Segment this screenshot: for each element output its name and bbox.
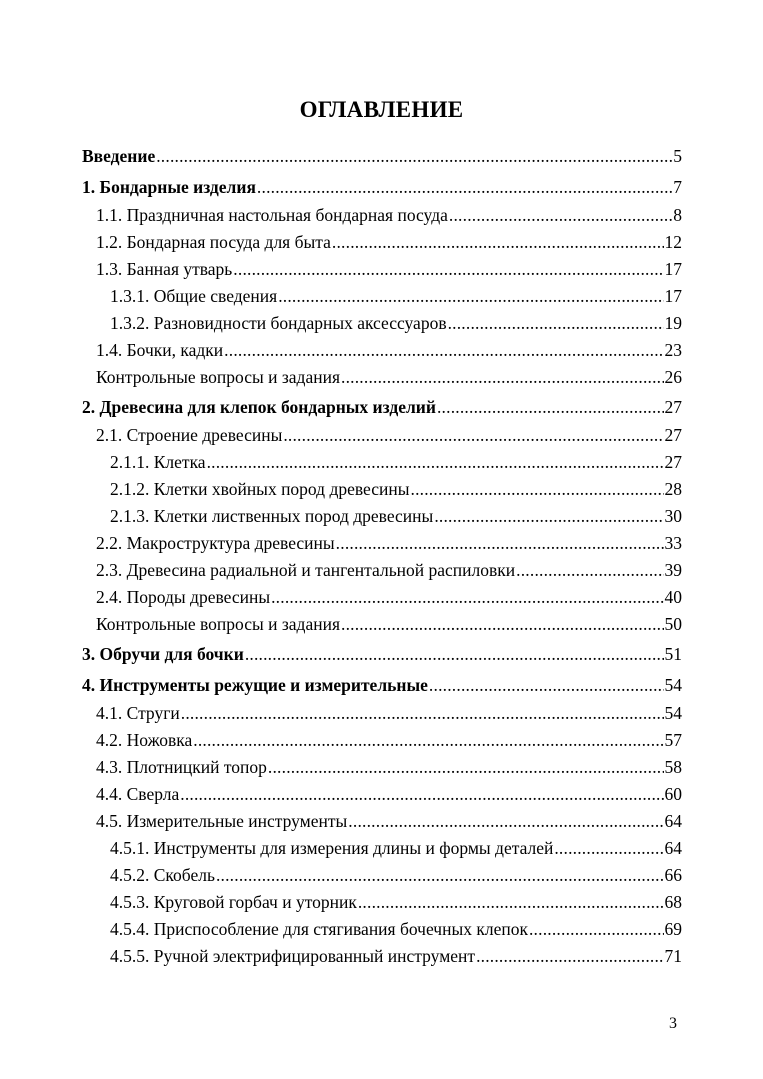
toc-entry-page: 54 bbox=[664, 675, 682, 695]
toc-entry-page: 58 bbox=[664, 757, 682, 777]
toc-entry-page: 28 bbox=[664, 479, 682, 499]
toc-entry bbox=[82, 173, 682, 202]
toc-entry-title: 1.2. Бондарная посуда для быта bbox=[96, 232, 331, 252]
toc-entry bbox=[82, 283, 682, 310]
toc-entry-page: 19 bbox=[664, 313, 682, 333]
toc-entry bbox=[82, 202, 682, 229]
toc-dot-leader bbox=[271, 584, 663, 611]
toc-entry-title: 2.1.1. Клетка bbox=[110, 452, 206, 472]
toc-entry bbox=[82, 781, 682, 808]
page-title: ОГЛАВЛЕНИЕ bbox=[299, 97, 464, 122]
toc-entry-page: 64 bbox=[664, 811, 682, 831]
toc-entry bbox=[82, 584, 682, 611]
toc-entry bbox=[82, 862, 682, 889]
toc-entry bbox=[82, 611, 682, 638]
toc-entry-title: 1.1. Праздничная настольная бондарная посуда bbox=[96, 205, 448, 225]
toc-entry bbox=[82, 422, 682, 449]
toc-entry-page: 23 bbox=[664, 340, 682, 360]
toc-entry-page: 27 bbox=[664, 452, 682, 472]
toc-entry bbox=[82, 754, 682, 781]
toc-entry-page: 40 bbox=[664, 587, 682, 607]
toc-dot-leader bbox=[516, 557, 663, 584]
toc-dot-leader bbox=[437, 393, 664, 422]
toc-entry-page: 5 bbox=[673, 146, 682, 166]
toc-entry bbox=[82, 310, 682, 337]
toc-dot-leader bbox=[449, 202, 672, 229]
toc-entry-title: 2.1. Строение древесины bbox=[96, 425, 283, 445]
toc-dot-leader bbox=[224, 337, 663, 364]
toc-entry bbox=[82, 700, 682, 727]
table-of-contents bbox=[82, 142, 682, 970]
toc-dot-leader bbox=[358, 889, 664, 916]
toc-entry-title: 2.2. Макроструктура древесины bbox=[96, 533, 335, 553]
toc-dot-leader bbox=[429, 671, 664, 700]
toc-entry-title: 1.4. Бочки, кадки bbox=[96, 340, 224, 360]
toc-entry-title: 3. Обручи для бочки bbox=[82, 644, 244, 664]
toc-entry-page: 17 bbox=[664, 286, 682, 306]
toc-entry-page: 7 bbox=[673, 177, 682, 197]
toc-dot-leader bbox=[216, 862, 664, 889]
toc-dot-leader bbox=[336, 530, 664, 557]
toc-dot-leader bbox=[332, 229, 664, 256]
toc-entry-page: 57 bbox=[664, 730, 682, 750]
toc-entry-page: 60 bbox=[664, 784, 682, 804]
toc-dot-leader bbox=[554, 835, 663, 862]
toc-dot-leader bbox=[245, 640, 664, 669]
toc-dot-leader bbox=[180, 781, 663, 808]
toc-dot-leader bbox=[341, 364, 664, 391]
toc-entry-title: 4.1. Струги bbox=[96, 703, 180, 723]
toc-entry-page: 30 bbox=[664, 506, 682, 526]
toc-dot-leader bbox=[207, 449, 664, 476]
toc-entry-page: 12 bbox=[664, 232, 682, 252]
toc-entry bbox=[82, 142, 682, 171]
toc-entry bbox=[82, 557, 682, 584]
toc-entry-title: 2.1.3. Клетки лиственных пород древесины bbox=[110, 506, 434, 526]
toc-dot-leader bbox=[257, 173, 672, 202]
toc-dot-leader bbox=[341, 611, 664, 638]
toc-entry-title: 1.3.1. Общие сведения bbox=[110, 286, 278, 306]
toc-dot-leader bbox=[156, 142, 672, 171]
toc-entry-page: 27 bbox=[664, 425, 682, 445]
toc-entry-title: 4.5.3. Круговой горбач и уторник bbox=[110, 892, 357, 912]
toc-entry-title: 4.5.2. Скобель bbox=[110, 865, 215, 885]
toc-dot-leader bbox=[278, 283, 663, 310]
toc-entry bbox=[82, 916, 682, 943]
toc-entry-page: 50 bbox=[664, 614, 682, 634]
toc-entry bbox=[82, 727, 682, 754]
toc-entry-title: 1.3. Банная утварь bbox=[96, 259, 233, 279]
toc-entry-title: 4.5.4. Приспособление для стягивания бочечных клепок bbox=[110, 919, 528, 939]
page-number: 3 bbox=[669, 1015, 677, 1032]
toc-entry bbox=[82, 449, 682, 476]
toc-entry bbox=[82, 671, 682, 700]
toc-dot-leader bbox=[193, 727, 663, 754]
toc-entry-title: 4.4. Сверла bbox=[96, 784, 180, 804]
toc-entry-title: 4.3. Плотницкий топор bbox=[96, 757, 267, 777]
toc-dot-leader bbox=[529, 916, 664, 943]
toc-entry bbox=[82, 503, 682, 530]
toc-entry-page: 27 bbox=[664, 397, 682, 417]
toc-entry-title: 1.3.2. Разновидности бондарных аксессуаров bbox=[110, 313, 447, 333]
toc-entry-page: 51 bbox=[664, 644, 682, 664]
toc-entry-title: 4. Инструменты режущие и измерительные bbox=[82, 675, 428, 695]
toc-entry bbox=[82, 835, 682, 862]
toc-dot-leader bbox=[348, 808, 663, 835]
toc-entry bbox=[82, 530, 682, 557]
toc-dot-leader bbox=[411, 476, 664, 503]
toc-entry bbox=[82, 229, 682, 256]
toc-dot-leader bbox=[283, 422, 663, 449]
toc-entry bbox=[82, 640, 682, 669]
toc-entry-page: 26 bbox=[664, 367, 682, 387]
toc-entry-title: Введение bbox=[82, 146, 156, 166]
toc-entry-title: 4.5.5. Ручной электрифицированный инструмент bbox=[110, 946, 476, 966]
toc-entry-title: 2.3. Древесина радиальной и тангентальной распиловки bbox=[96, 560, 516, 580]
toc-entry-title: Контрольные вопросы и задания bbox=[96, 367, 340, 387]
toc-entry-page: 54 bbox=[664, 703, 682, 723]
toc-entry bbox=[82, 256, 682, 283]
toc-entry-title: Контрольные вопросы и задания bbox=[96, 614, 340, 634]
toc-entry-page: 39 bbox=[664, 560, 682, 580]
toc-dot-leader bbox=[233, 256, 663, 283]
toc-entry bbox=[82, 337, 682, 364]
toc-entry bbox=[82, 476, 682, 503]
toc-dot-leader bbox=[181, 700, 664, 727]
toc-dot-leader bbox=[476, 943, 663, 970]
toc-entry-title: 4.2. Ножовка bbox=[96, 730, 193, 750]
toc-entry bbox=[82, 889, 682, 916]
toc-entry-page: 66 bbox=[664, 865, 682, 885]
toc-dot-leader bbox=[268, 754, 664, 781]
toc-entry-page: 64 bbox=[664, 838, 682, 858]
toc-entry-title: 4.5.1. Инструменты для измерения длины и формы деталей bbox=[110, 838, 554, 858]
toc-entry bbox=[82, 943, 682, 970]
toc-entry-page: 69 bbox=[664, 919, 682, 939]
toc-entry-title: 2.4. Породы древесины bbox=[96, 587, 271, 607]
toc-entry bbox=[82, 364, 682, 391]
toc-entry-title: 4.5. Измерительные инструменты bbox=[96, 811, 348, 831]
toc-entry-title: 2. Древесина для клепок бондарных изделий bbox=[82, 397, 436, 417]
toc-entry-page: 33 bbox=[664, 533, 682, 553]
toc-entry-page: 17 bbox=[664, 259, 682, 279]
toc-entry-page: 71 bbox=[664, 946, 682, 966]
toc-entry-page: 68 bbox=[664, 892, 682, 912]
toc-entry bbox=[82, 393, 682, 422]
toc-entry-page: 8 bbox=[673, 205, 682, 225]
toc-dot-leader bbox=[448, 310, 664, 337]
toc-entry-title: 1. Бондарные изделия bbox=[82, 177, 256, 197]
toc-dot-leader bbox=[434, 503, 663, 530]
toc-entry bbox=[82, 808, 682, 835]
toc-entry-title: 2.1.2. Клетки хвойных пород древесины bbox=[110, 479, 410, 499]
